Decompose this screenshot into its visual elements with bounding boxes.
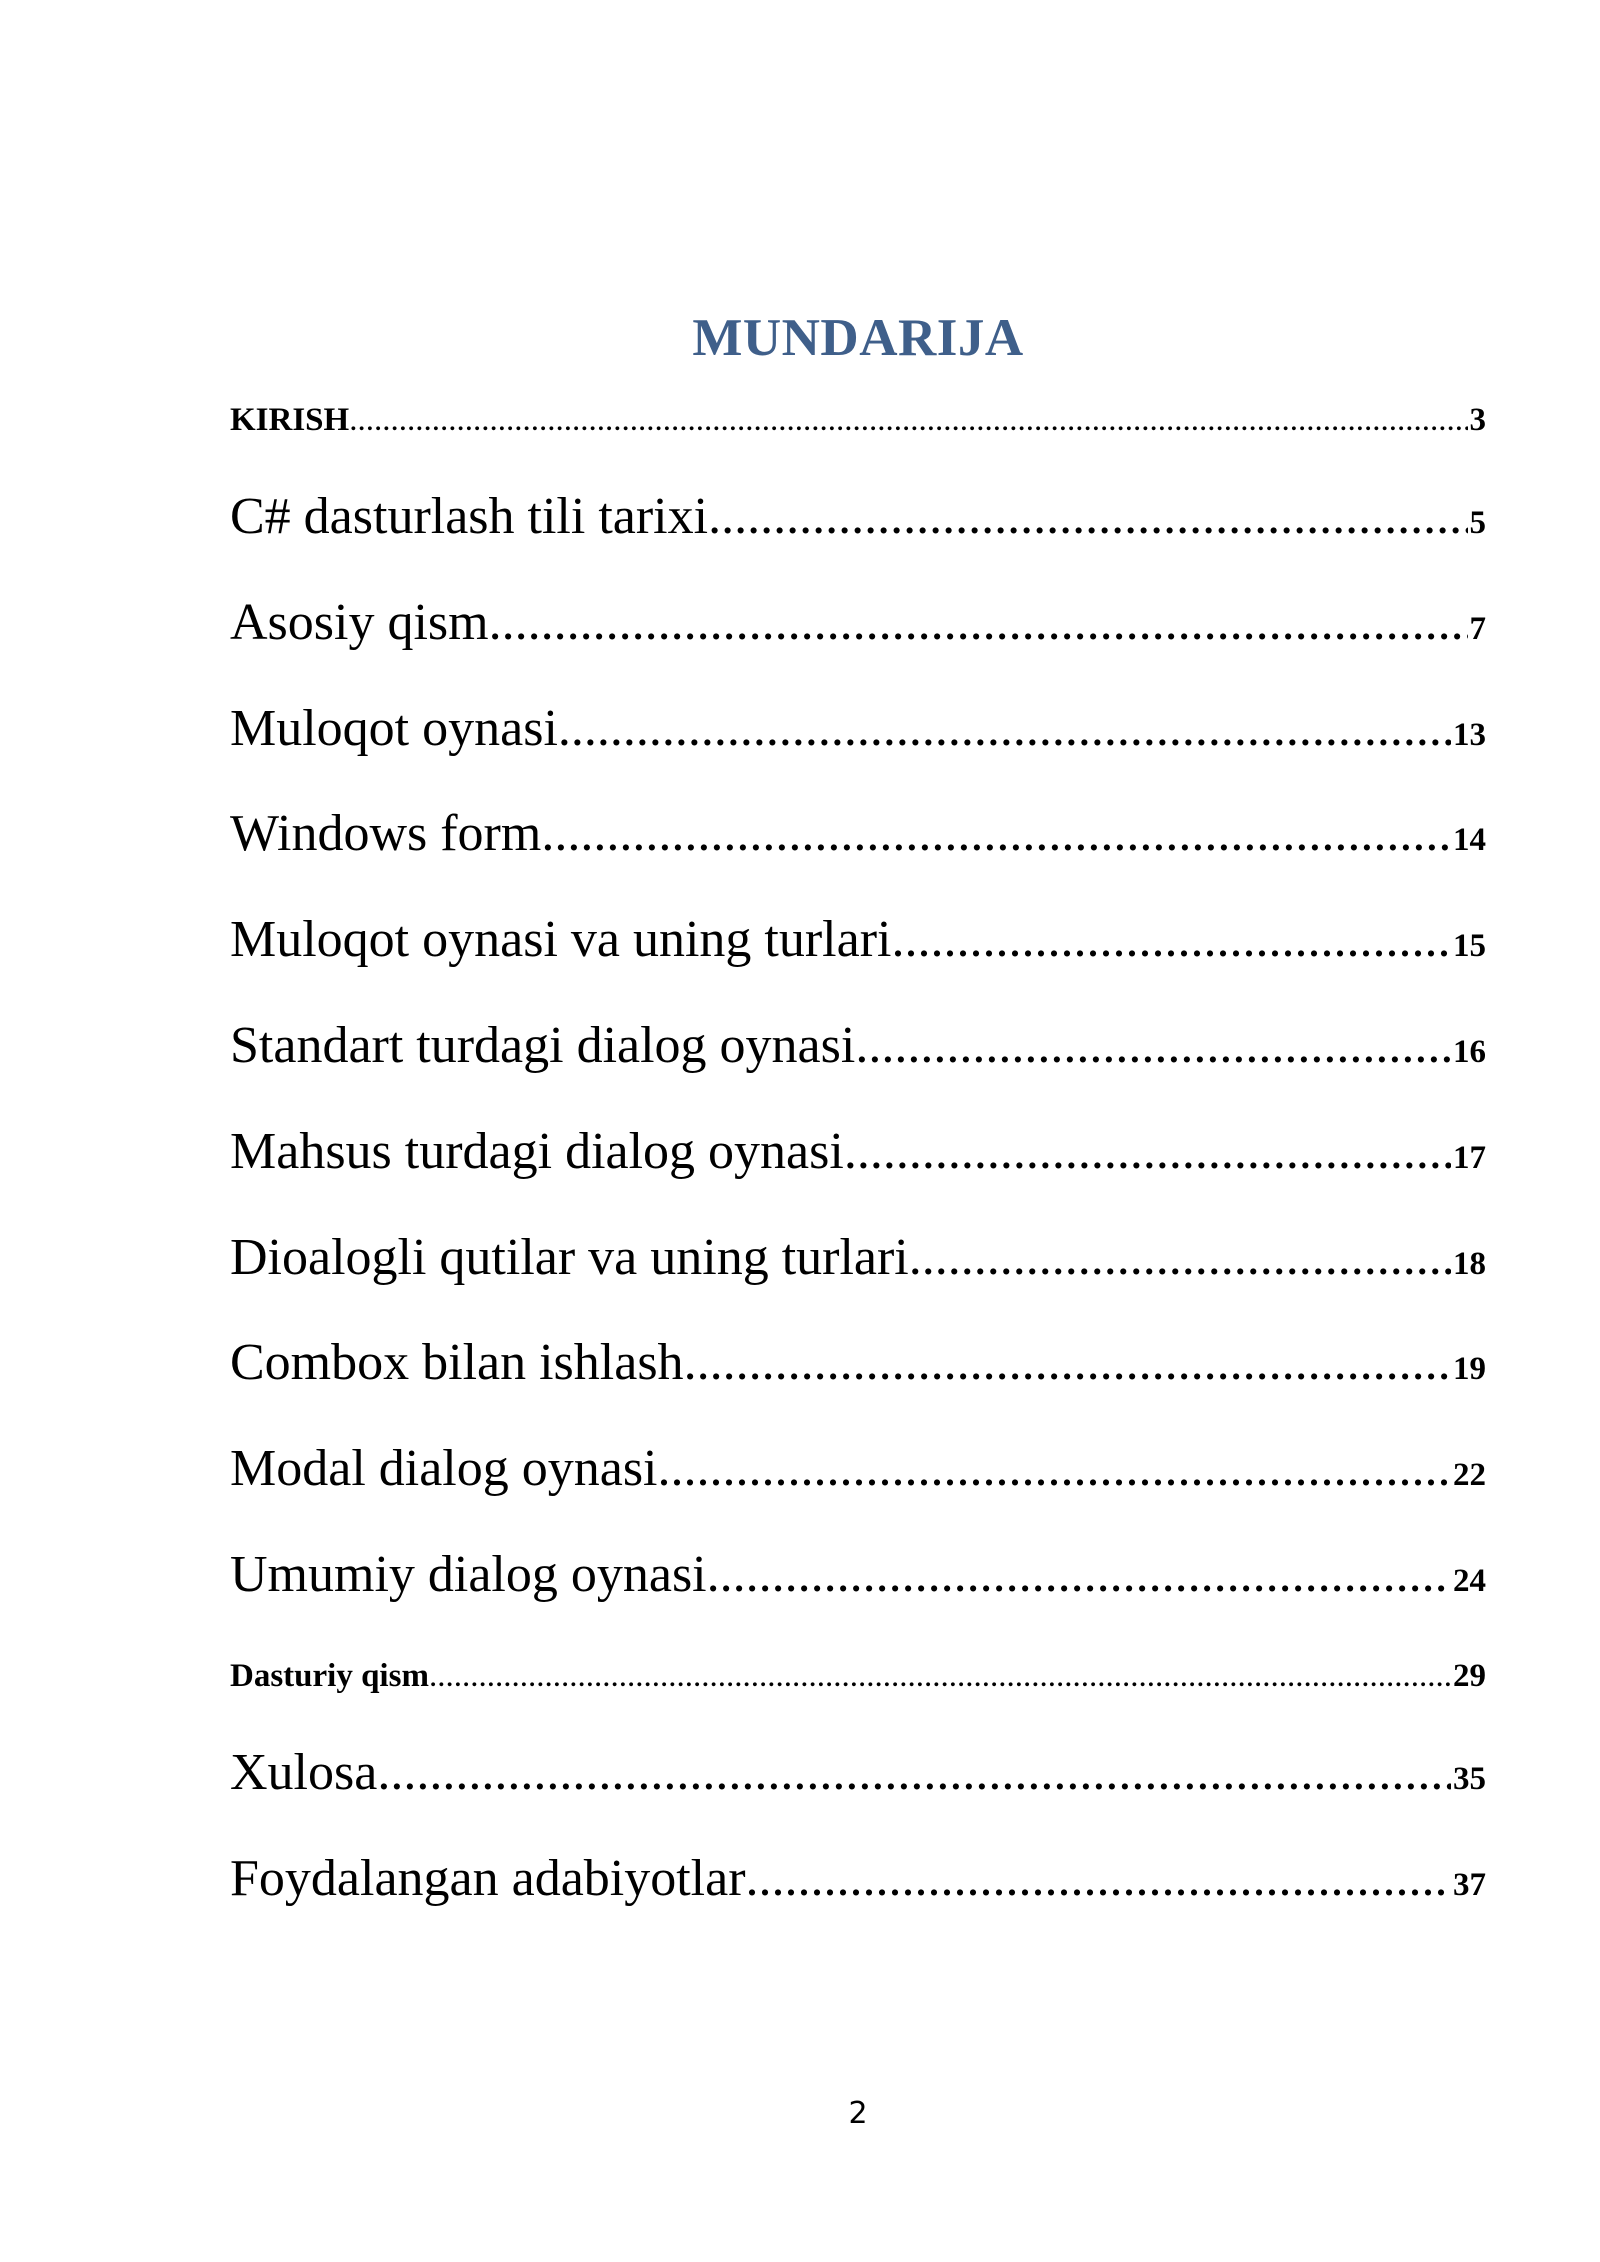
toc-entry-combox[interactable] xyxy=(230,1328,1486,1398)
toc-entry-label: KIRISH xyxy=(230,402,350,438)
toc-entry-page: 24 xyxy=(1453,1563,1486,1599)
toc-entry-page: 14 xyxy=(1453,822,1486,858)
toc-entry-csharp-history[interactable] xyxy=(230,482,1486,552)
toc-entry-standart-dialog[interactable] xyxy=(230,1011,1486,1081)
toc-entry-label: Combox bilan ishlash xyxy=(230,1334,684,1391)
toc-entry-windows-form[interactable] xyxy=(230,799,1486,869)
toc-leader-dots xyxy=(658,1434,1451,1504)
toc-entry-mahsus-dialog[interactable] xyxy=(230,1117,1486,1187)
toc-entry-muloqot-oynasi[interactable] xyxy=(230,694,1486,764)
toc-entry-label: Umumiy dialog oynasi xyxy=(230,1546,707,1603)
toc-entry-page: 37 xyxy=(1453,1867,1486,1903)
toc-entry-page: 22 xyxy=(1453,1457,1486,1493)
toc-entry-page: 16 xyxy=(1453,1034,1486,1070)
toc-entry-label: Mahsus turdagi dialog oynasi xyxy=(230,1123,844,1180)
toc-entry-asosiy-qism[interactable] xyxy=(230,588,1486,658)
toc-entry-label: Xulosa xyxy=(230,1744,378,1801)
toc-entry-label: Muloqot oynasi xyxy=(230,700,558,757)
page-number: 2 xyxy=(848,2096,868,2131)
toc-leader-dots xyxy=(746,1844,1451,1914)
toc-entry-page: 35 xyxy=(1453,1761,1486,1797)
toc-leader-dots xyxy=(377,1738,1451,1808)
toc-leader-dots xyxy=(349,398,1467,442)
toc-entry-page: 7 xyxy=(1469,611,1486,647)
toc-leader-dots xyxy=(684,1328,1451,1398)
toc-leader-dots xyxy=(891,905,1451,975)
toc-leader-dots xyxy=(707,1540,1451,1610)
toc-entry-adabiyotlar[interactable] xyxy=(230,1844,1486,1914)
toc-entry-page: 15 xyxy=(1453,928,1486,964)
toc-entry-label: Dioalogli qutilar va uning turlari xyxy=(230,1229,909,1286)
toc-entry-label: Standart turdagi dialog oynasi xyxy=(230,1017,856,1074)
toc-entry-page: 18 xyxy=(1453,1246,1486,1282)
toc-entry-label: Muloqot oynasi va uning turlari xyxy=(230,911,892,968)
toc-entry-label: Dasturiy qism xyxy=(230,1658,429,1694)
toc-leader-dots xyxy=(489,588,1468,658)
toc-entry-page: 13 xyxy=(1453,717,1486,753)
toc-entry-page: 19 xyxy=(1453,1351,1486,1387)
toc-entry-label: C# dasturlash tili tarixi xyxy=(230,488,709,545)
toc-entry-umumiy-dialog[interactable] xyxy=(230,1540,1486,1610)
toc-leader-dots xyxy=(429,1654,1451,1698)
toc-entry-page: 17 xyxy=(1453,1140,1486,1176)
document-title: MUNDARIJA xyxy=(692,309,1024,367)
toc-entry-muloqot-turlari[interactable] xyxy=(230,905,1486,975)
toc-leader-dots xyxy=(708,482,1467,552)
toc-entry-modal-dialog[interactable] xyxy=(230,1434,1486,1504)
toc-entry-dasturiy-qism[interactable] xyxy=(230,1654,1486,1698)
toc-leader-dots xyxy=(541,799,1451,869)
toc-entry-label: Asosiy qism xyxy=(230,594,489,651)
toc-leader-dots xyxy=(855,1011,1451,1081)
toc-entry-page: 5 xyxy=(1469,505,1486,541)
toc-entry-label: Modal dialog oynasi xyxy=(230,1440,658,1497)
toc-leader-dots xyxy=(909,1223,1451,1293)
toc-leader-dots xyxy=(844,1117,1451,1187)
toc-entry-label: Foydalangan adabiyotlar xyxy=(230,1850,746,1907)
toc-leader-dots xyxy=(558,694,1451,764)
toc-entry-page: 29 xyxy=(1453,1658,1486,1694)
toc-entry-label: Windows form xyxy=(230,805,542,862)
toc-entry-kirish[interactable] xyxy=(230,398,1486,442)
toc-entry-page: 3 xyxy=(1469,402,1486,438)
toc-entry-dialog-qutilar[interactable] xyxy=(230,1223,1486,1293)
toc-entry-xulosa[interactable] xyxy=(230,1738,1486,1808)
